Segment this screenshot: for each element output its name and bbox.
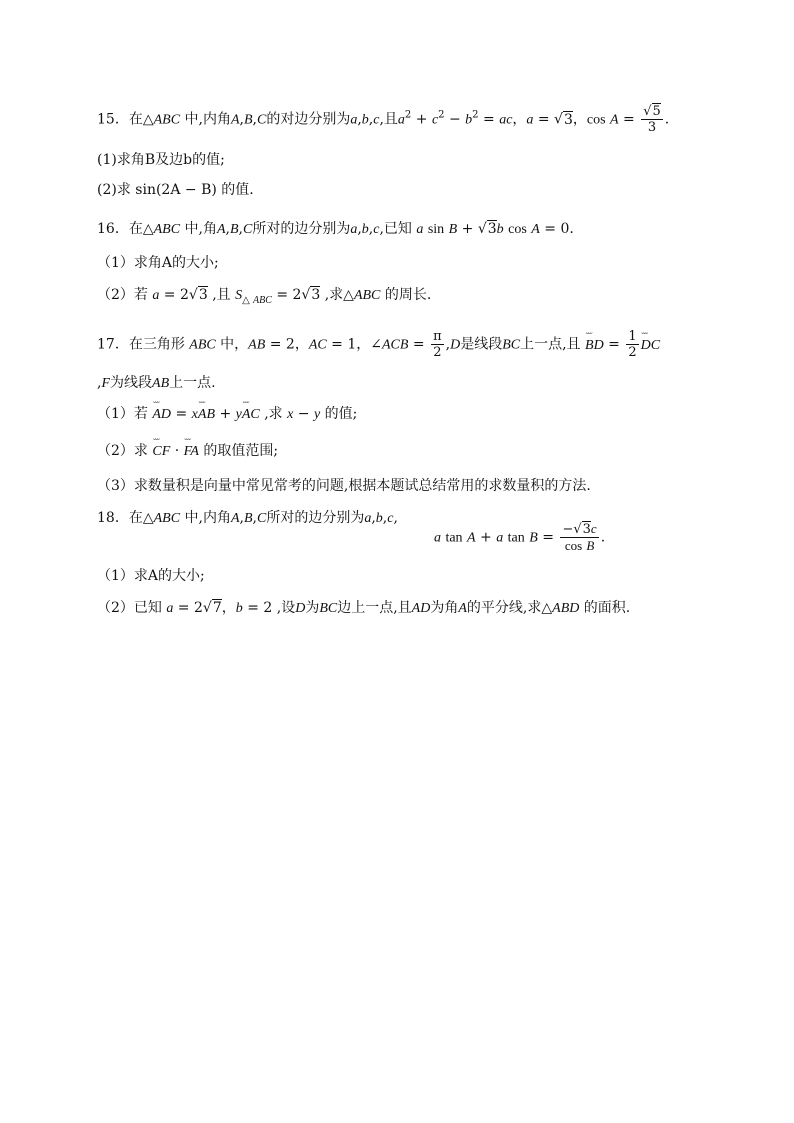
problem-18-condition: a tan A + a tan B = $\frac{-√3c}{\text{cos B}}$ .	[434, 521, 606, 553]
problem-16-stem: 16．在△ABC 中,角A,B,C所对的边分别为a,b,c,已知 a sin B + √3b cos A = 0.	[97, 221, 574, 237]
problem-17-q2: （2）求 ˘˘˘ CF · ˘˘˘ FA 的取值范围;	[97, 441, 278, 462]
problem-18-q1: （1）求A的大小;	[97, 568, 205, 584]
problem-16-q1: （1）求角A的大小;	[97, 255, 219, 271]
problem-15-q2: (2)求 sin(2A − B) 的值.	[97, 182, 254, 198]
problem-17-q3: （3）求数量积是向量中常见常考的问题,根据本题试总结常用的求数量积的方法.	[97, 478, 591, 494]
problem-18-q2: （2）已知 a = 2√7，b = 2 ,设D为BC边上一点,且AD为角A的平分线,求△ABD 的面积.	[97, 600, 631, 616]
problem-15-q1: (1)求角B及边b的值;	[97, 152, 225, 168]
problem-16-q2: （2）若 a = 2√3 ,且 $S_{\triangle ABC} = 2√3$ ,求△ABC 的周长.	[97, 287, 432, 306]
problem-17-stem-cont: ,F为线段AB上一点.	[97, 375, 216, 391]
problem-17-stem: 17．在三角形 ABC 中，AB = 2，AC = 1，∠ACB = $\frac{\pi}{2}$ ,D是线段BC上一点,且 ˘˘˘ BD = $\frac{1}{2}$ ˘˘˘ DC	[97, 329, 660, 360]
problem-15-stem: 15．在△ABC 中,内角A,B,C的对边分别为a,b,c,且$a^2 + c^2 - b^2$ = ac，a = √3，cos A = $\frac{√5}{3}$ .	[97, 104, 670, 135]
problem-18-stem: 18．在△ABC 中,内角A,B,C所对的边分别为a,b,c,	[97, 510, 398, 526]
problem-17-q1: （1）若 ˘˘˘ AD = x˘˘˘ AB + y˘˘˘ AC ,求 x − y 的值;	[97, 404, 357, 425]
